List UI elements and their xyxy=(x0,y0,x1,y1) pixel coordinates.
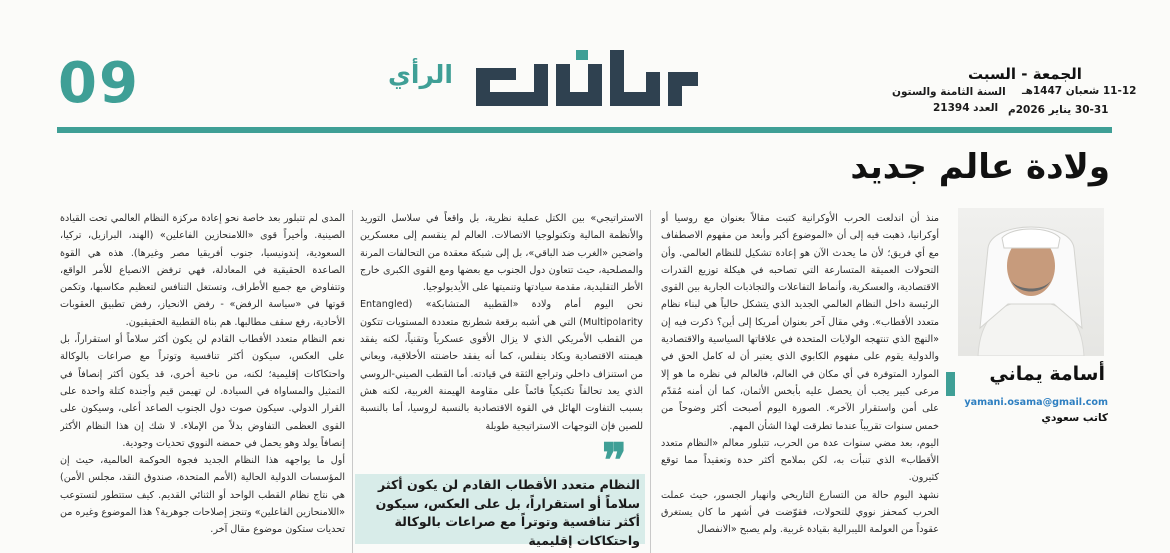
page-number: 09 xyxy=(58,51,140,116)
pull-quote: النظام متعدد الأقطاب القادم لن يكون أكثر سلاماً أو استقراراً، بل على العكس، سيكون أكثر تنافسية وتوتراً مع صراعات بالوكالة واحتكاكات إقليمية xyxy=(375,477,640,548)
author-name: أسامة يماني xyxy=(989,363,1105,385)
quote-mark-icon: ❞ xyxy=(602,433,627,487)
article-column-left xyxy=(60,210,345,553)
author-portrait-icon xyxy=(958,208,1104,356)
paragraph: منذ أن اندلعت الحرب الأوكرانية كتبت مقالاً بعنوان مع روسيا أو أوكرانيا، ذهبت فيه إلى أن «الموضوع أكبر وأبعد من مفهوم الاصطفاف مع أي فريق؛ لأن ما يحدث الآن هو إعادة تشكيل للنظام العالمي. وأن التحولات العميقة المتسارعة التي تصاحبه في هيكلة توزيع القدرات الاقتصادية، والعسكرية، وأنماط التفاعلات والتجاذبات الجارية بين القوى الرئيسة داخل النظام العالمي الجديد الذي يتشكل حالياً هي لبناء نظام متعدد الأقطاب». وفي مقال آخر بعنوان أمريكا إلى أين؟ ذكرت فيه إن «النهج الذي تنتهجه الولايات المتحدة في علاقاتها السياسية والاقتصادية والدولية يقوم على مفهوم الكابوي الذي يعتبر أن له كامل الحق في الموارد المتوفرة في أي مكان في العالم، فالعالم في نظره ما هو إلا مرعى كبير يجب أن يحصل عليه بأبخس الأثمان، كما أن أمنه مُقدّم على أمن واستقرار الآخر». الصورة اليوم أصبحت أكثر وضوحاً من خمس سنوات تقريباً عندما تطرقت لهذا الشأن المهم. xyxy=(661,213,939,432)
issue-number: العدد 21394 xyxy=(933,102,999,114)
paragraph: المدى لم تتبلور بعد خاصة نحو إعادة مركزة النظام العالمي تحت القيادة الصينية. وأخيراً قوى «اللامنحازين الفاعلين» (الهند، البرازيل، تركيا، السعودية، إندونيسيا، جنوب أفريقيا مصر وغيرها). هذه هي القوة الصاعدة الحقيقية في المعادلة، فهي ترفض الانصياع للأمر الواقع، وتتفاوض مع جميع الأطراف، وتستغل التنافس لتعظيم مكاسبها، وتكمن قوتها في «سياسة الرفض» - رفض الانحياز، رفض تطبيق العقوبات الأحادية، رفع سقف مطالبها. هم بناة القطبية الحقيقيون. xyxy=(60,213,345,328)
column-divider xyxy=(650,210,651,553)
column-divider xyxy=(352,210,353,553)
masthead-rule xyxy=(57,127,1112,133)
paragraph: اليوم، بعد مضي سنوات عدة من الحرب، تتبلور معالم «النظام متعدد الأقطاب» الذي تنبأت به، لكن بملامح أكثر حدة وتعقيداً مما توقع كثيرون. xyxy=(661,437,939,484)
author-accent-bar xyxy=(946,372,955,396)
article-column-middle xyxy=(360,210,643,440)
year-line: السنة الثامنة والستون xyxy=(892,86,1006,98)
day-names: الجمعة - السبت xyxy=(968,65,1082,83)
paragraph: أول ما يواجهه هذا النظام الجديد فجوة الحوكمة العالمية، حيث إن المؤسسات الدولية الحالية (الأمم المتحدة، صندوق النقد، مجلس الأمن) هي نتاج نظام القطب الواحد أو الثنائي القديم. كيف ستتطور لتستوعب «اللامنحازين الفاعلين» وتنجز إصلاحات جوهرية؟ هذا الموضوع وغيره من تحديات ستكون موضوع مقال آخر. xyxy=(60,455,345,536)
okaz-logo xyxy=(476,50,698,110)
paragraph: نعم النظام متعدد الأقطاب القادم لن يكون أكثر سلاماً أو استقراراً، بل على العكس، سيكون أكثر تنافسية وتوتراً مع صراعات بالوكالة واحتكاكات إقليمية؛ لكنه، من ناحية أخرى، قد يكون أكثر إنصافاً في التمثيل والمساواة في السيادة. لن تهيمن قيم وأجندة كتلة واحدة على القرار الدولي. سيكون صوت دول الجنوب الصاعد أعلى، وسيكون على القوى العظمى التفاوض بدلاً من الإملاء. لا شك إن هذا النظام الأكثر إنصافاً يولد وهو يحمل في حمضه النووي تحديات وجودية. xyxy=(60,334,345,449)
author-email[interactable]: yamani.osama@gmail.com xyxy=(964,397,1108,408)
paragraph: نشهد اليوم حالة من التسارع التاريخي وانهيار الجسور، حيث عملت الحرب كمحفز نووي للتحولات، فقوّضت في أشهر ما كان يستغرق عقوداً من العولمة الليبرالية بقيادة غربية. ولم يصبح «الانفصال xyxy=(661,489,939,536)
author-photo xyxy=(958,208,1104,356)
author-title: كاتب سعودي xyxy=(1041,412,1108,424)
gregorian-date: 30-31 يناير 2026م xyxy=(1008,104,1109,116)
section-label: الرأي xyxy=(388,60,453,89)
paragraph: نحن اليوم أمام ولادة «القطبية المتشابكة» (Entangled Multipolarity) التي هي أشبه برقعة شطرنج متعددة المستويات تتكون من القطب الأمريكي الذي لا يزال الأقوى عسكرياً وتقنياً، لكنه يفقد هيمنته الاقتصادية ويكاد ينفلس، كما أنه يفقد حاضنته الأخلاقية، ويعاني من استنزاف داخلي وتراجع الثقة في قيادته. أما القطب الصيني-الروسي الذي يعد تحالفاً تكتيكياً قائماً على مقاومة الهيمنة الغربية، لكنه هش بسبب التفاوت الهائل في القوة الاقتصادية بالنسبة لروسيا، أما بالنسبة للصين فإن التوجهات الاستراتيجية طويلة xyxy=(360,299,643,432)
article-headline: ولادة عالم جديد xyxy=(850,147,1110,187)
article-column-right xyxy=(661,210,939,553)
hijri-date: 11-12 شعبان 1447هـ xyxy=(1022,85,1137,97)
paragraph: الاستراتيجي» بين الكتل عملية نظرية، بل واقعاً في سلاسل التوريد والأنظمة المالية وتكنولوجيا الاتصالات. العالم لم ينقسم إلى معسكرين واضحين «الغرب ضد الباقي»، بل إلى شبكة معقدة من التحالفات المرنة والمصلحية، حيث تتعاون دول الجنوب مع بعضها ومع القوى الكبرى خارج الأطر التقليدية، مقدمة سيادتها وتنميتها على الأيديولوجيا. xyxy=(360,213,643,294)
